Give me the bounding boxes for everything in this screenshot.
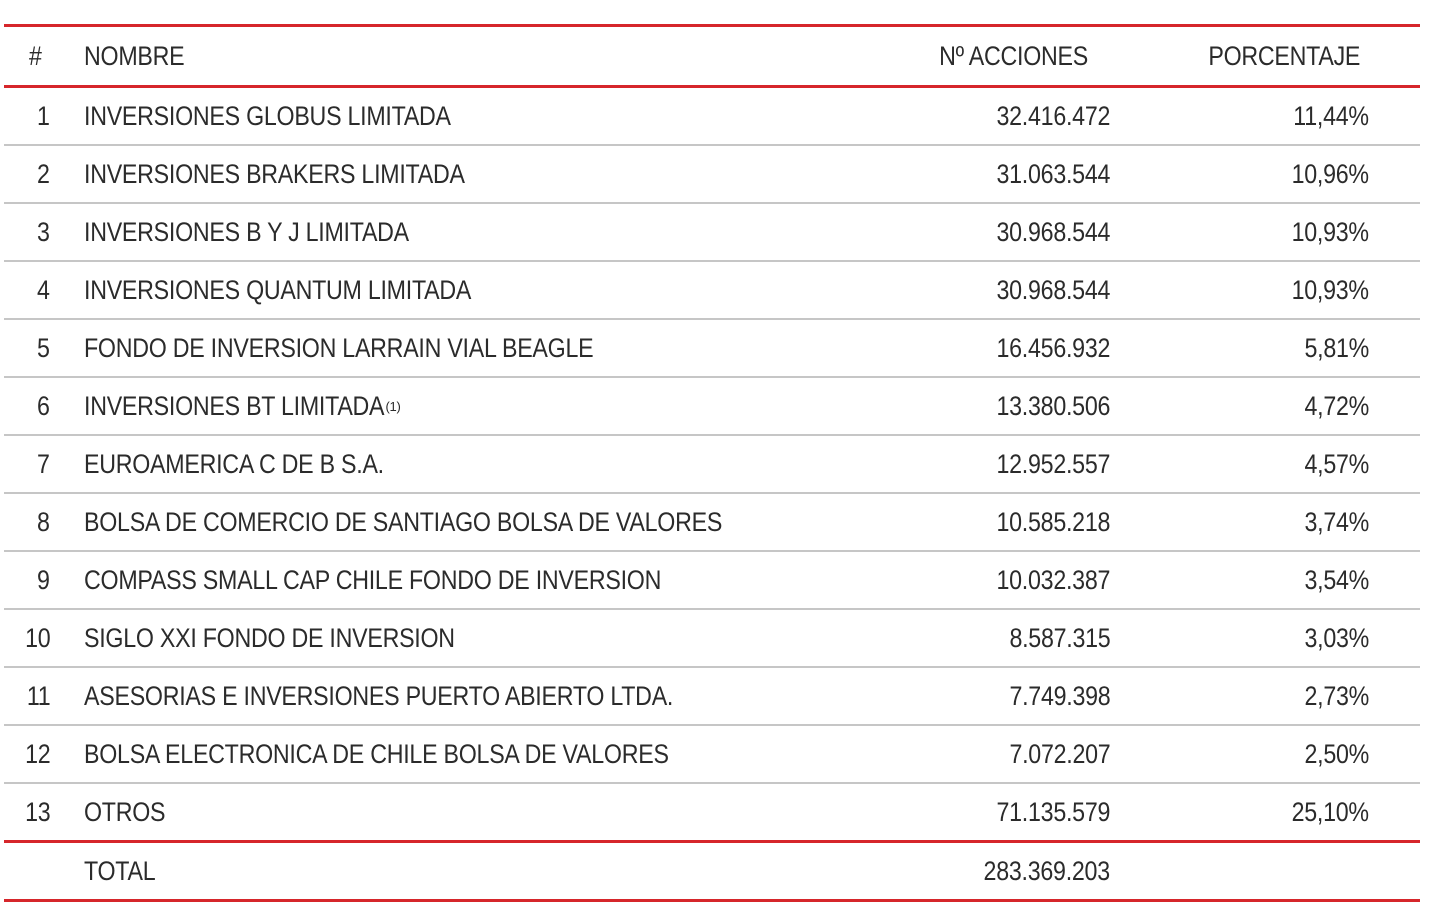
table-row: [4, 436, 1420, 492]
table-row: [4, 726, 1420, 782]
row-name: INVERSIONES GLOBUS LIMITADA: [84, 100, 451, 131]
row-percent: 5,81%: [1304, 332, 1369, 363]
table-row: [4, 204, 1420, 260]
row-shares: 10.032.387: [996, 564, 1110, 595]
row-name: COMPASS SMALL CAP CHILE FONDO DE INVERSION: [84, 564, 662, 595]
row-percent: 10,96%: [1291, 158, 1369, 189]
row-name: INVERSIONES BT LIMITADA (1): [84, 390, 401, 421]
header-name: NOMBRE: [84, 40, 185, 71]
row-shares: 30.968.544: [996, 216, 1110, 247]
row-name: INVERSIONES B Y J LIMITADA: [84, 216, 409, 247]
row-num: 10: [24, 622, 50, 653]
table-body: [4, 88, 1420, 843]
row-shares: 30.968.544: [996, 274, 1110, 305]
total-shares: 283.369.203: [983, 855, 1110, 886]
table-row: [4, 320, 1420, 376]
row-percent: 2,50%: [1304, 738, 1369, 769]
row-name: FONDO DE INVERSION LARRAIN VIAL BEAGLE: [84, 332, 594, 363]
table-row: [4, 378, 1420, 434]
row-num: 1: [37, 100, 50, 131]
row-name: BOLSA ELECTRONICA DE CHILE BOLSA DE VALORES: [84, 738, 669, 769]
row-percent: 2,73%: [1304, 680, 1369, 711]
row-name: ASESORIAS E INVERSIONES PUERTO ABIERTO LTDA.: [84, 680, 674, 711]
row-percent: 3,54%: [1304, 564, 1369, 595]
row-shares: 31.063.544: [996, 158, 1110, 189]
row-num: 5: [37, 332, 50, 363]
row-num: 11: [26, 680, 50, 711]
row-num: 9: [37, 564, 50, 595]
row-percent: 10,93%: [1291, 274, 1369, 305]
row-percent: 4,57%: [1304, 448, 1369, 479]
row-num: 3: [37, 216, 50, 247]
row-num: 8: [37, 506, 50, 537]
row-name: SIGLO XXI FONDO DE INVERSION: [84, 622, 455, 653]
bottom-rule: [4, 899, 1420, 902]
row-percent: 25,10%: [1291, 796, 1369, 827]
row-shares: 71.135.579: [996, 796, 1110, 827]
row-shares: 32.416.472: [996, 100, 1110, 131]
header-shares: Nº ACCIONES: [939, 40, 1089, 71]
row-shares: 13.380.506: [996, 390, 1110, 421]
row-name: INVERSIONES QUANTUM LIMITADA: [84, 274, 472, 305]
row-num: 13: [24, 796, 50, 827]
row-percent: 3,74%: [1304, 506, 1369, 537]
row-num: 4: [37, 274, 50, 305]
table-row: [4, 784, 1420, 840]
row-name: EUROAMERICA C DE B S.A.: [84, 448, 384, 479]
row-shares: 8.587.315: [1009, 622, 1110, 653]
shareholders-table: [4, 24, 1420, 902]
total-row: [4, 843, 1420, 899]
row-name: BOLSA DE COMERCIO DE SANTIAGO BOLSA DE VALORES: [84, 506, 723, 537]
header-percent: PORCENTAJE: [1208, 40, 1360, 71]
row-shares: 7.749.398: [1009, 680, 1110, 711]
row-name: INVERSIONES BRAKERS LIMITADA: [84, 158, 465, 189]
row-percent: 10,93%: [1291, 216, 1369, 247]
row-shares: 7.072.207: [1009, 738, 1110, 769]
row-shares: 10.585.218: [996, 506, 1110, 537]
header-num: #: [28, 40, 42, 71]
footnote-marker: (1): [385, 398, 401, 414]
row-name: OTROS: [84, 796, 166, 827]
table-row: [4, 610, 1420, 666]
row-num: 2: [37, 158, 50, 189]
table-row: [4, 668, 1420, 724]
row-percent: 4,72%: [1304, 390, 1369, 421]
table-row: [4, 494, 1420, 550]
row-num: 12: [24, 738, 50, 769]
total-label: TOTAL: [84, 855, 156, 886]
table-header: [4, 27, 1420, 85]
row-shares: 12.952.557: [996, 448, 1110, 479]
row-percent: 3,03%: [1304, 622, 1369, 653]
row-num: 7: [37, 448, 50, 479]
row-shares: 16.456.932: [996, 332, 1110, 363]
table-row: [4, 552, 1420, 608]
row-num: 6: [37, 390, 50, 421]
table-row: [4, 262, 1420, 318]
table-row: [4, 146, 1420, 202]
table-row: [4, 88, 1420, 144]
row-percent: 11,44%: [1293, 100, 1369, 131]
